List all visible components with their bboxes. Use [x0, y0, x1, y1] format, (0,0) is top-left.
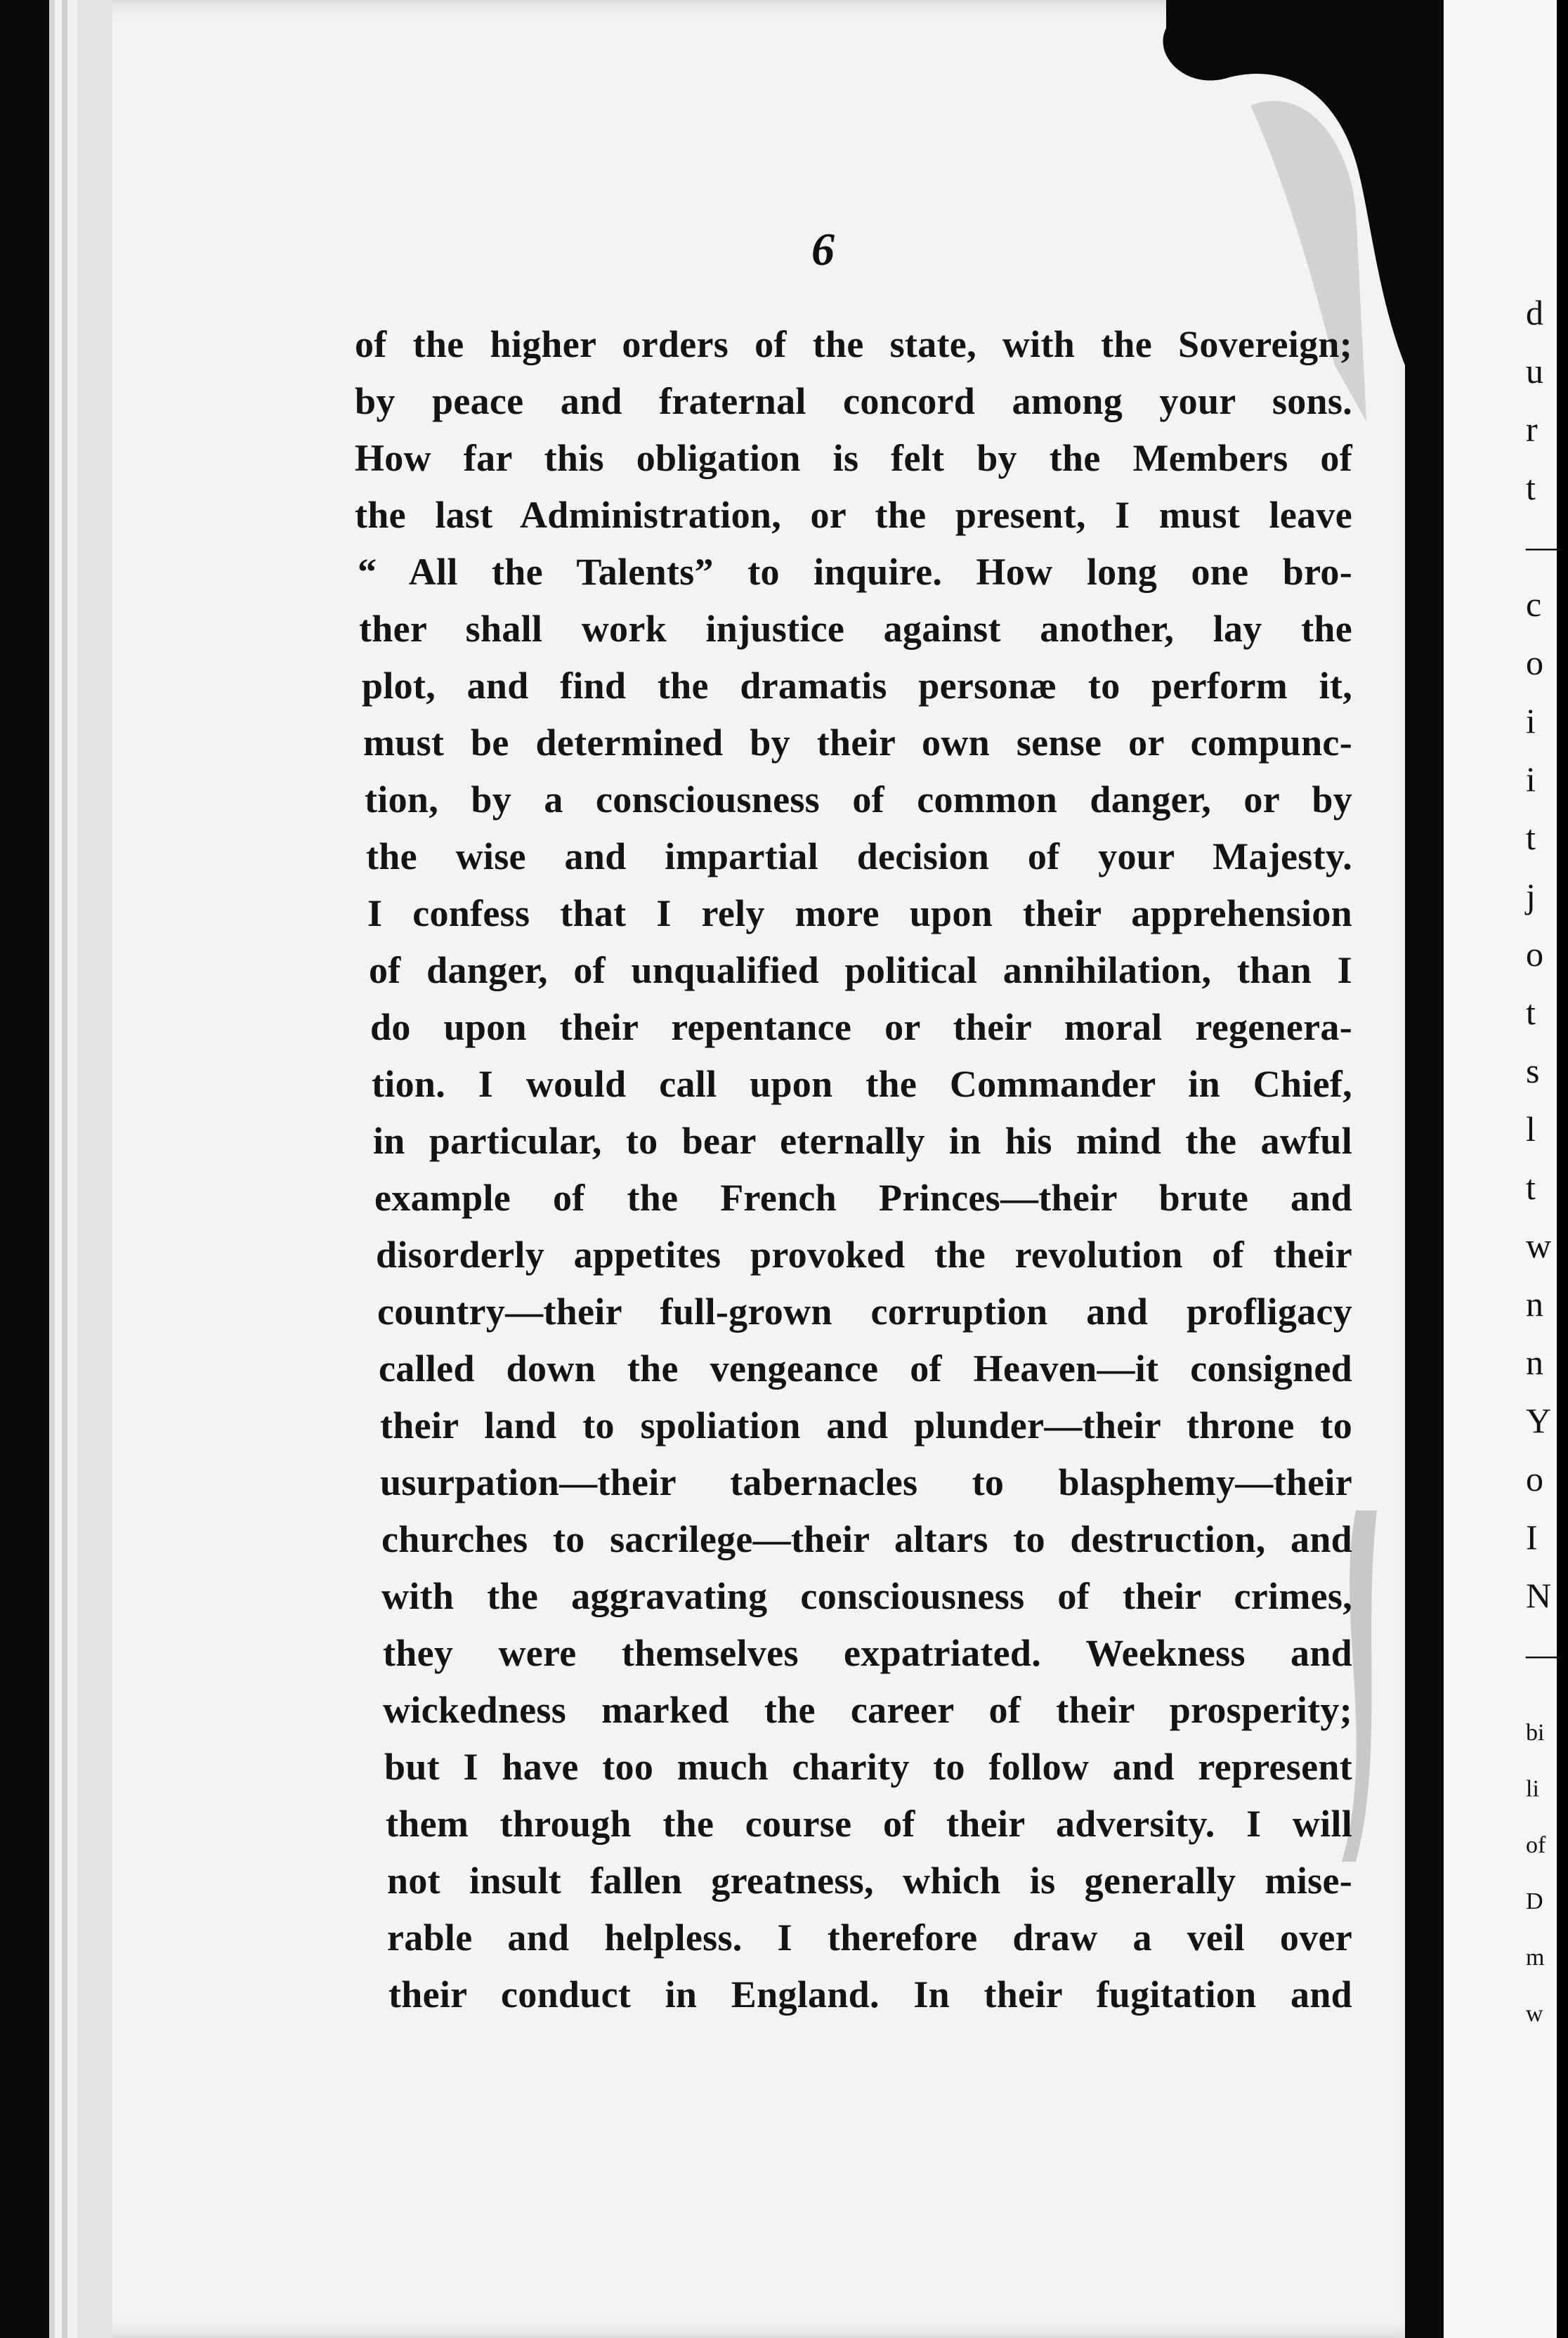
adjacent-page-letter: i: [1526, 759, 1536, 799]
adjacent-page-letter: s: [1526, 1051, 1540, 1090]
text-line: of the higher orders of the state, with the Sovereign;: [355, 323, 1352, 365]
text-line: not insult fallen greatness, which is generally mise-: [387, 1860, 1352, 1902]
text-line: usurpation—their tabernacles to blasphemy—their: [380, 1461, 1352, 1503]
text-line: rable and helpless. I therefore draw a veil over: [387, 1916, 1352, 1959]
adjacent-page-letter: t: [1526, 818, 1536, 857]
adjacent-page-letter: w: [1526, 2001, 1543, 2027]
text-line: plot, and find the dramatis personæ to perform it,: [362, 665, 1352, 707]
adjacent-page-letter: I: [1526, 1517, 1538, 1557]
text-line: in particular, to bear eternally in his mind the awful: [373, 1120, 1352, 1162]
adjacent-page-letter: bi: [1526, 1720, 1545, 1746]
adjacent-page-letter: o: [1526, 934, 1543, 974]
adjacent-page-letter: t: [1526, 993, 1536, 1032]
adjacent-page-letter: j: [1526, 876, 1536, 915]
page-edges: [49, 0, 112, 2338]
text-line: do upon their repentance or their moral regenera-: [370, 1006, 1352, 1048]
adjacent-page-letter: c: [1526, 584, 1542, 624]
text-line: they were themselves expatriated. Weekness and: [383, 1632, 1352, 1674]
text-line: with the aggravating consciousness of their crimes,: [381, 1575, 1352, 1617]
adjacent-page-letter: o: [1526, 643, 1543, 682]
adjacent-page-letter: —: [1526, 1634, 1561, 1673]
adjacent-page-letter: t: [1526, 468, 1536, 507]
text-line: the wise and impartial decision of your Majesty.: [366, 835, 1352, 877]
text-line: of danger, of unqualified political annihilation, than I: [369, 949, 1352, 991]
adjacent-page-letter: d: [1526, 293, 1543, 332]
adjacent-page-letter: D: [1526, 1888, 1543, 1914]
body-text: [355, 316, 1352, 2023]
adjacent-page-letter: Y: [1526, 1401, 1552, 1440]
text-line: “ All the Talents” to inquire. How long one bro-: [358, 551, 1352, 593]
text-line: country—their full-grown corruption and profligacy: [377, 1291, 1352, 1333]
adjacent-page-letter: o: [1526, 1459, 1543, 1498]
adjacent-page-letter: li: [1526, 1776, 1539, 1802]
adjacent-page-letter: i: [1526, 701, 1536, 740]
page-number: 6: [811, 224, 835, 275]
adjacent-page-letter: t: [1526, 1168, 1536, 1207]
adjacent-page-letter: w: [1526, 1226, 1552, 1265]
text-line: disorderly appetites provoked the revolution of their: [376, 1234, 1352, 1276]
text-line: them through the course of their adversity. I will: [386, 1803, 1352, 1845]
text-line: churches to sacrilege—their altars to destruction, and: [381, 1518, 1352, 1560]
adjacent-page-letter: l: [1526, 1109, 1536, 1149]
text-line: must be determined by their own sense or compunc-: [363, 721, 1352, 764]
text-line: tion. I would call upon the Commander in Chief,: [372, 1063, 1352, 1105]
adjacent-page-letter: of: [1526, 1832, 1546, 1858]
text-line: wickedness marked the career of their prosperity;: [383, 1689, 1352, 1731]
text-line: their land to spoliation and plunder—their throne to: [380, 1404, 1352, 1446]
adjacent-page-letter: N: [1526, 1576, 1552, 1615]
text-line: How far this obligation is felt by the Members of: [355, 437, 1352, 479]
text-line: called down the vengeance of Heaven—it consigned: [379, 1347, 1352, 1390]
text-line: their conduct in England. In their fugitation and: [388, 1973, 1352, 2016]
text-line: ther shall work injustice against another, lay the: [359, 608, 1352, 650]
text-line: the last Administration, or the present, I must leave: [355, 494, 1352, 536]
adjacent-page-letter: n: [1526, 1343, 1543, 1382]
text-line: but I have too much charity to follow and represent: [384, 1746, 1352, 1788]
text-line: by peace and fraternal concord among your sons.: [355, 380, 1352, 422]
adjacent-page-letter: —: [1526, 526, 1561, 566]
text-line: I confess that I rely more upon their apprehension: [367, 892, 1352, 934]
text-line: tion, by a consciousness of common danger, or by: [365, 778, 1352, 821]
adjacent-page-letter: u: [1526, 351, 1543, 391]
text-line: example of the French Princes—their brute and: [374, 1177, 1352, 1219]
adjacent-page-letter: r: [1526, 410, 1538, 449]
adjacent-page-letter: m: [1526, 1945, 1545, 1971]
adjacent-page-letter: n: [1526, 1284, 1543, 1324]
